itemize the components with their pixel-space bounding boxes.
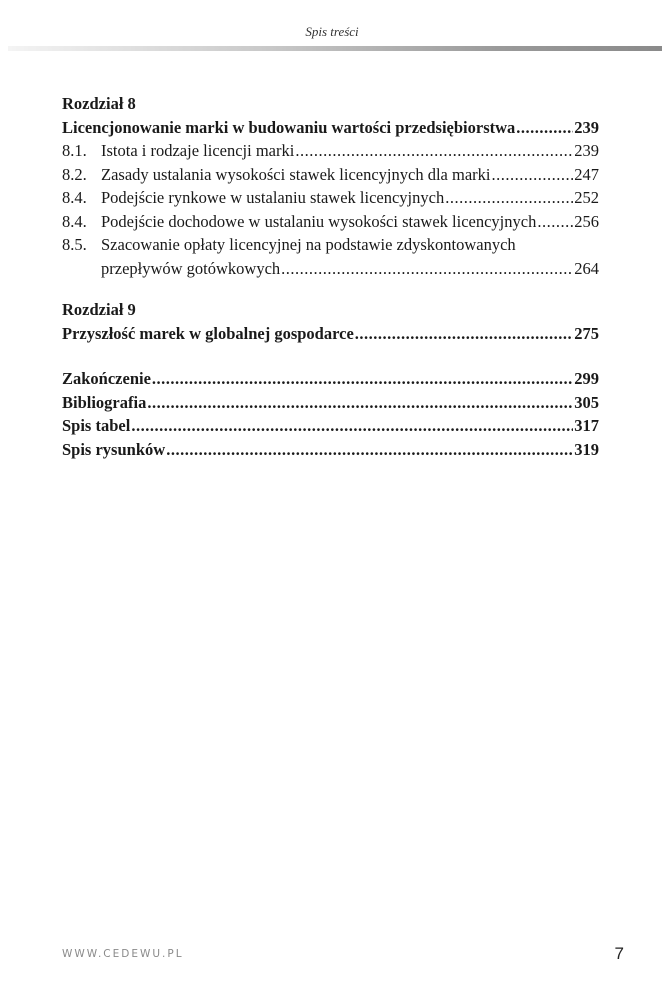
chapter-label: Rozdział 9 (62, 300, 136, 319)
toc-entry-chapter-8[interactable] (62, 116, 599, 140)
dot-leader (445, 186, 573, 210)
toc-entry-page: 264 (574, 258, 599, 278)
toc-entry-8-4[interactable] (62, 210, 599, 234)
dot-leader (131, 414, 573, 438)
running-header: Spis treści (305, 24, 359, 39)
toc-entry-number: 8.4. (62, 211, 87, 231)
toc-entry-8-2[interactable] (62, 163, 599, 187)
toc-entry-title: Spis rysunków (62, 439, 166, 459)
dot-leader (152, 367, 573, 391)
toc-entry-title: Przyszłość marek w globalnej gospodarce (62, 323, 354, 343)
dot-leader (295, 139, 573, 163)
toc-entry-page: 252 (574, 188, 599, 207)
toc-entry-list-of-tables[interactable] (62, 414, 599, 438)
toc-entry-page: 256 (574, 211, 599, 231)
dot-leader (281, 257, 573, 281)
toc-entry-title: Licencjonowanie marki w budowaniu wartości przedsiębiorstwa (62, 117, 516, 137)
toc-entry-bibliography[interactable] (62, 391, 599, 415)
toc-entry-title: Spis tabel (62, 416, 131, 435)
toc-entry-title: Bibliografia (62, 392, 147, 412)
dot-leader (147, 391, 573, 415)
toc-entry-title-line-2: przepływów gotówkowych (101, 258, 281, 278)
header-rule (8, 46, 662, 51)
chapter-label: Rozdział 8 (62, 94, 136, 113)
toc-entry-title: Zakończenie (62, 369, 151, 388)
page-number: 7 (614, 944, 624, 963)
toc-entry-number: 8.2. (62, 164, 87, 184)
toc-entry-page: 317 (574, 416, 599, 435)
dot-leader (166, 438, 573, 462)
toc-entry-8-3[interactable] (62, 186, 599, 210)
dot-leader (491, 163, 573, 187)
toc-entry-8-1[interactable] (62, 139, 599, 163)
dot-leader (516, 116, 573, 140)
end-matter-section (62, 367, 599, 461)
toc-entry-8-5-continued[interactable] (62, 257, 599, 281)
toc-entry-chapter-9[interactable] (62, 322, 599, 346)
toc-entry-page: 239 (574, 141, 599, 160)
publisher-website: WWW.CEDEWU.PL (62, 948, 184, 960)
toc-entry-title-line-1: Szacowanie opłaty licencyjnej na podstawie zdyskontowanych (101, 235, 516, 254)
toc-entry-number: 8.1. (62, 141, 87, 160)
toc-entry-page: 319 (574, 439, 599, 459)
toc-entry-page: 239 (574, 117, 599, 137)
chapter-9-section (62, 298, 599, 345)
chapter-8-section (62, 92, 599, 280)
toc-entry-conclusion[interactable] (62, 367, 599, 391)
dot-leader (537, 210, 573, 234)
dot-leader (355, 322, 573, 346)
toc-entry-8-5[interactable] (62, 233, 599, 257)
toc-entry-page: 305 (574, 392, 599, 412)
toc-entry-title: Istota i rodzaje licencji marki (101, 141, 295, 160)
toc-entry-page: 275 (574, 323, 599, 343)
toc-entry-page: 299 (574, 369, 599, 388)
toc-entry-number: 8.5. (62, 235, 87, 254)
toc-entry-title: Podejście dochodowe w ustalaniu wysokości stawek licencyjnych (101, 211, 537, 231)
toc-entry-title: Podejście rynkowe w ustalaniu stawek licencyjnych (101, 188, 445, 207)
toc-entry-number: 8.4. (62, 188, 87, 207)
toc-entry-page: 247 (574, 164, 599, 184)
toc-entry-list-of-figures[interactable] (62, 438, 599, 462)
toc-entry-title: Zasady ustalania wysokości stawek licencyjnych dla marki (101, 164, 491, 184)
